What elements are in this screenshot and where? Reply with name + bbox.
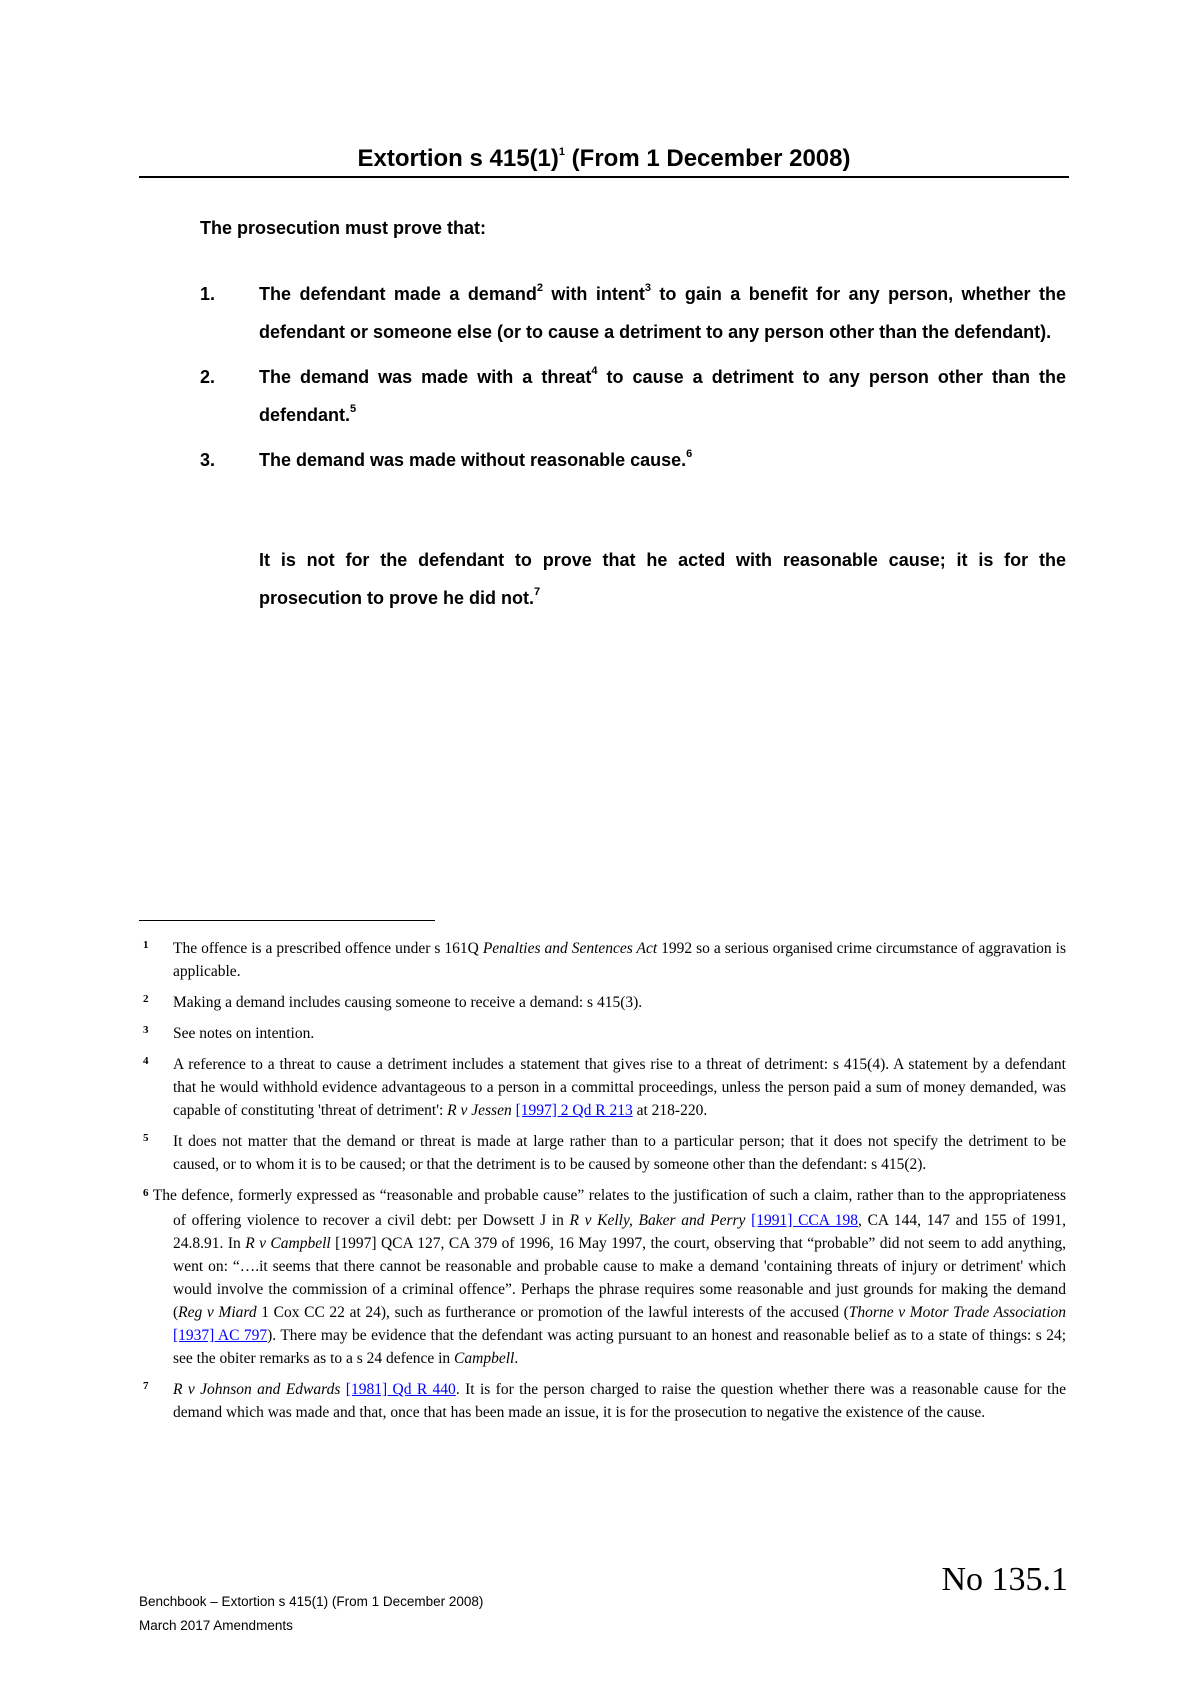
footnote-ref[interactable]: 7 [534, 586, 541, 598]
element-item: 3. The demand was made without reasonable cause.$^6$ [200, 441, 1066, 479]
footnote-1: 1 The offence is a prescribed offence under s 161Q Penalties and Sentences Act 1992 so a serious organised crime circumstance of aggravation is applicable. [143, 939, 1066, 980]
burden-note: It is not for the defendant to prove that he acted with reasonable cause; it is for the prosecution to prove he did not.$^7$ [259, 550, 1066, 608]
citation-link[interactable]: [1991] CCA 198 [751, 1212, 859, 1229]
intro-text: The prosecution must prove that: [200, 218, 487, 238]
footnotes [139, 937, 1066, 1432]
elements-list [200, 275, 1066, 486]
element-number: 1. [200, 284, 216, 304]
footer-date: March 2017 Amendments [139, 1618, 293, 1633]
page-title: Extortion s $415(1)^1$ (From 1 December 2008) [357, 145, 851, 172]
element-number: 2. [200, 367, 216, 387]
footnote-separator [139, 920, 435, 921]
citation-link[interactable]: [1997] 2 Qd R 213 [515, 1102, 633, 1119]
footnote-ref[interactable]: 6 [686, 448, 693, 460]
footnote-5: 5 It does not matter that the demand or threat is made at large rather than to a particular person; that it does not specify the detriment to be caused, or to whom it is to be caused; or that the detriment is to be caused by someone other than the defendant: s 415(2). [143, 1132, 1066, 1173]
title-underline [139, 176, 1069, 178]
page-number: No 135.1 [941, 1561, 1068, 1598]
footnote-6: $^6$ The defence, formerly expressed as “reasonable and probable cause” relates to the justification of such a claim, rather than to the appropriateness of offering violence to recover a civil debt: per Dowsett J in R v Kelly, Baker and Perry [1991] CCA 198, CA 144, 147 and 155 of 1991, 24.8.91. In R v Campbell [1997] QCA 127, CA 379 of 1996, 16 May 1997, the court, observing that “probable” did not seem to add anything, went on: “….it seems that there cannot be reasonable and probable cause to make a demand 'containing threats of injury or detriment' which would involve the commission of a criminal offence”. Perhaps the phrase requires some reasonable and just grounds for making the demand (Reg v Miard 1 Cox CC 22 at 24), such as furtherance or promotion of the lawful interests of the accused (Thorne v Motor Trade Association [1937] AC 797). There may be evidence that the defendant was acting pursuant to an honest and reasonable belief as to a state of things: s 24; see the obiter remarks as to a s 24 defence in Campbell. [143, 1187, 1067, 1367]
page-footer [139, 1590, 483, 1638]
footnote-3: 3 See notes on intention. [143, 1024, 315, 1042]
citation-link[interactable]: [1981] Qd R 440 [345, 1381, 456, 1398]
footnote-2: 2 Making a demand includes causing someone to receive a demand: s 415(3). [143, 993, 643, 1011]
footnote-ref[interactable]: 5 [350, 403, 357, 415]
element-item: 2. The demand was made with a threat$^4$ to cause a detriment to any person other than the defendant.$^5$ [200, 358, 1066, 434]
footnote-4: 4 A reference to a threat to cause a detriment includes a statement that gives rise to a threat of detriment: s 415(4). A statement by a defendant that he would withhold evidence advantageous to a person in a committal proceedings, unless the person paid a sum of money demanded, was capable of constituting 'threat of detriment': R v Jessen [1997] 2 Qd R 213 at 218-220. [143, 1055, 1066, 1119]
element-number: 3. [200, 450, 216, 470]
element-item: 1. The defendant made a demand$^2$ with intent$^3$ to gain a benefit for any person, whether the defendant or someone else (or to cause a detriment to any person other than the defendant). [200, 275, 1066, 351]
footnote-ref[interactable]: 4 [591, 365, 598, 377]
footnote-7: 7 R v Johnson and Edwards [1981] Qd R 440. It is for the person charged to raise the question whether there was a reasonable cause for the demand which was made and that, once that has been made an issue, it is for the prosecution to negative the existence of the cause. [143, 1380, 1066, 1421]
footer-title: Benchbook – Extortion s 415(1) (From 1 December 2008) [139, 1594, 484, 1609]
citation-link[interactable]: [1937] AC 797 [173, 1327, 268, 1344]
footnote-ref[interactable]: 2 [536, 282, 543, 294]
footnote-ref[interactable]: 3 [644, 282, 651, 294]
